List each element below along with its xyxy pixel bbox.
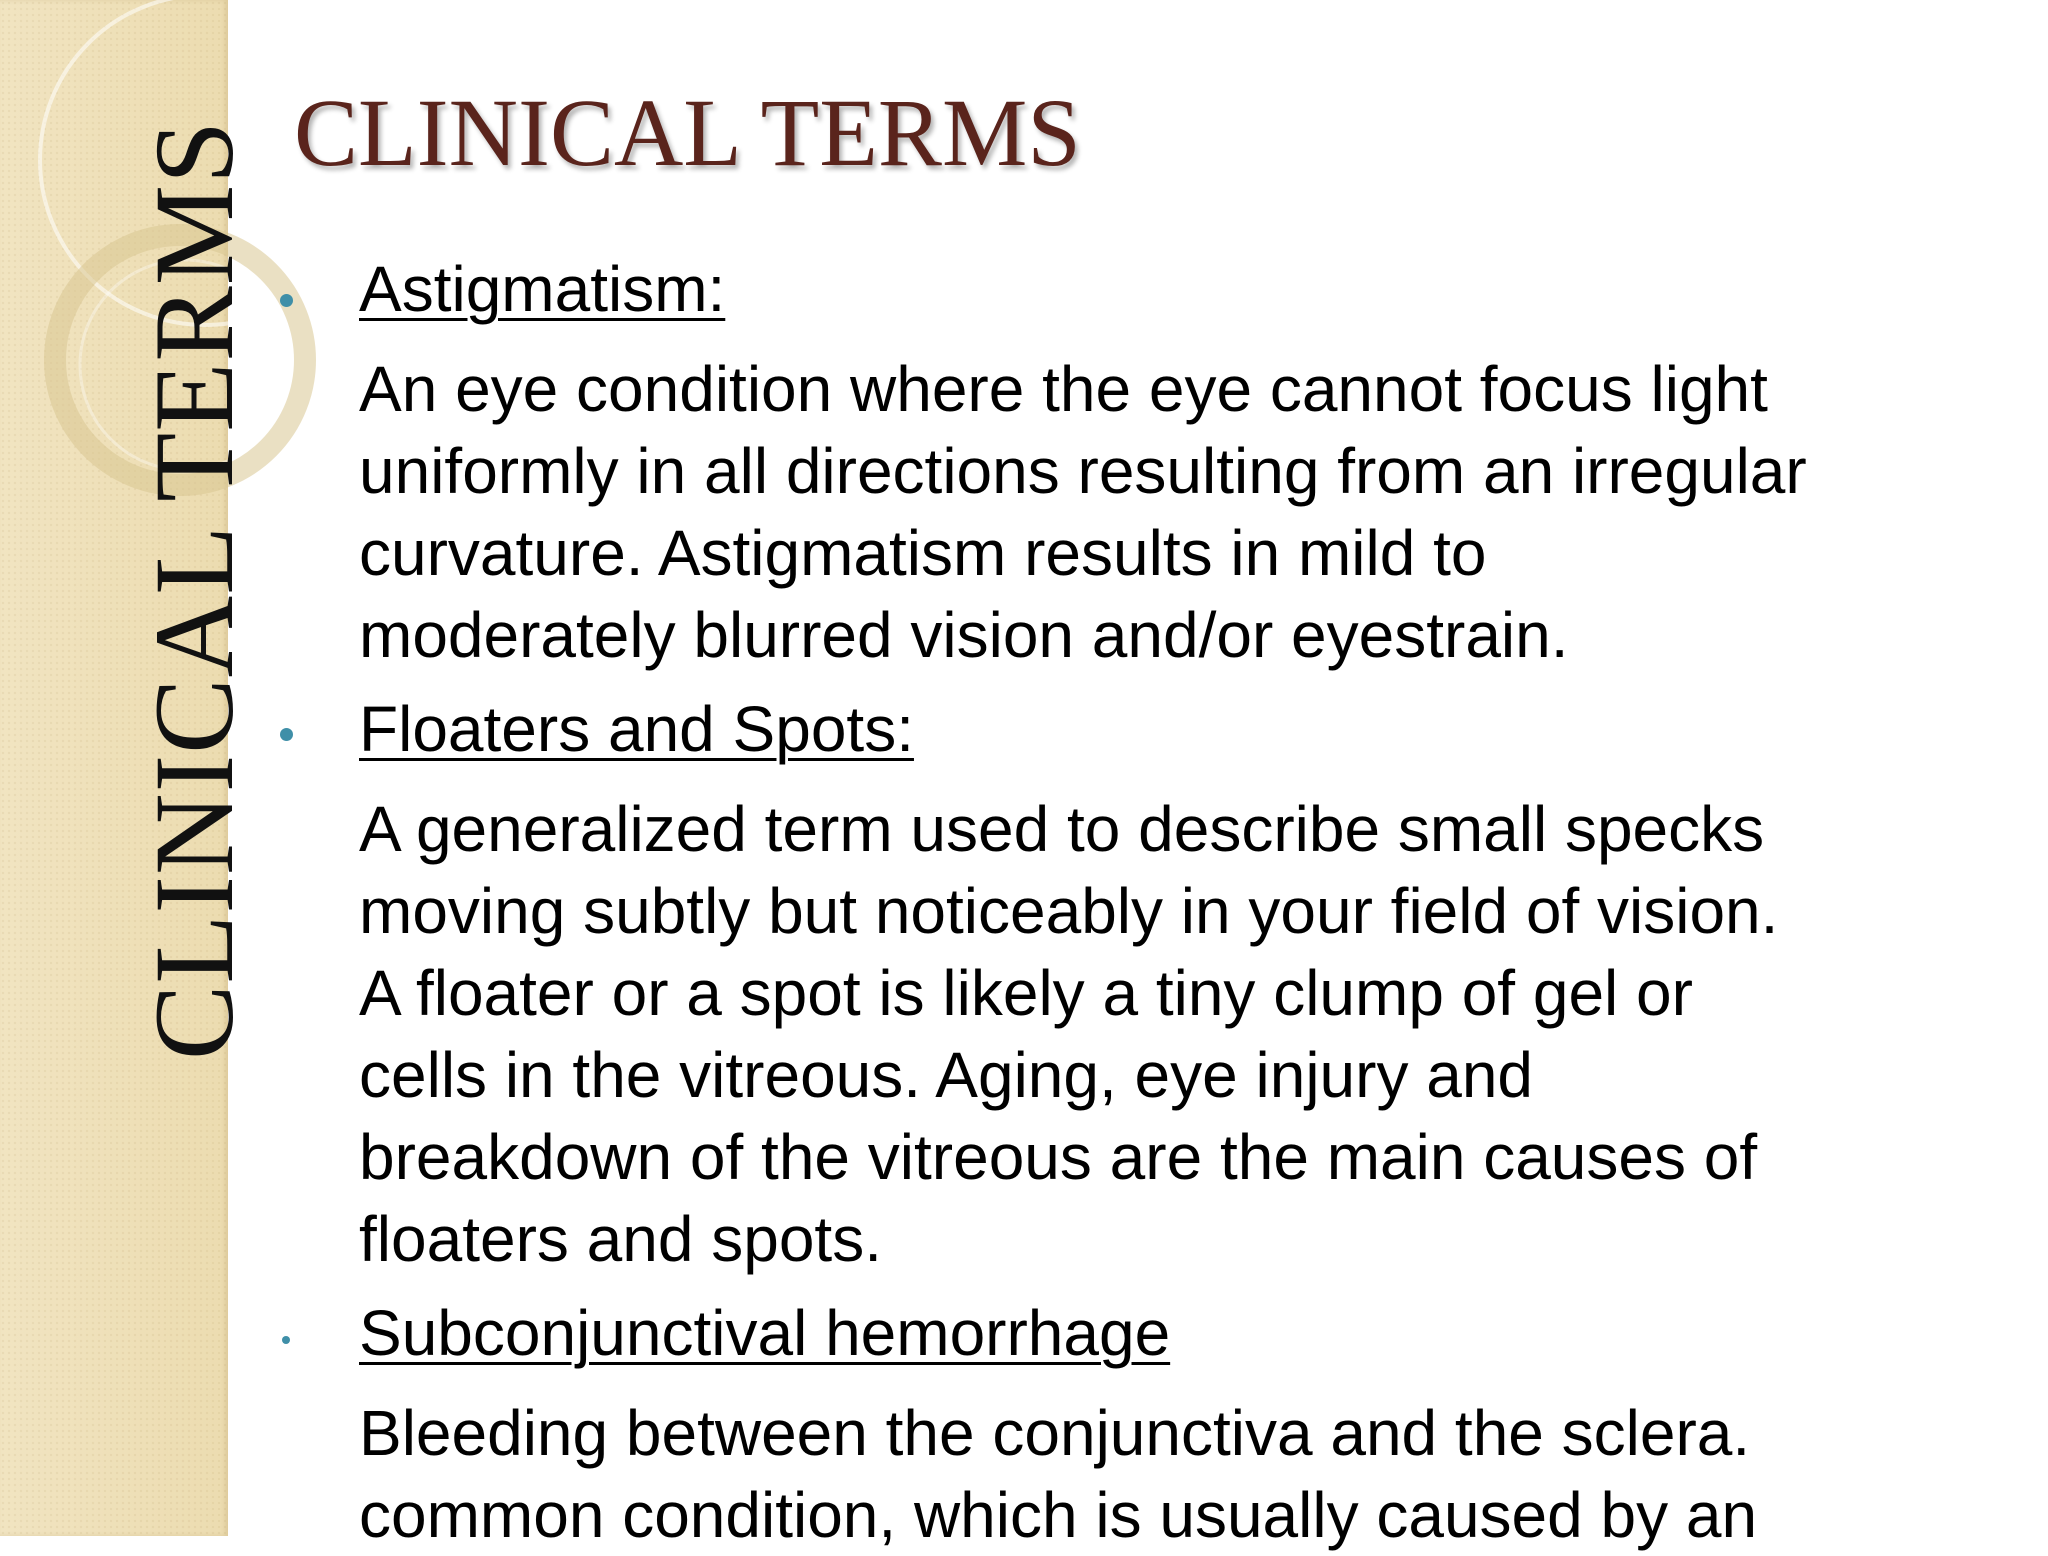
term-heading: Subconjunctival hemorrhage — [359, 1297, 1171, 1369]
term-description: A generalized term used to describe small specks moving subtly but noticeably in your field of vision. A floater or a spot is likely a tiny clump of gel or cells in the vitreous. Aging, eye injury and breakdown of the vitreous are the main causes of floaters and spots. — [359, 793, 1779, 1275]
term-item-floaters — [294, 688, 1994, 1280]
bullet-dot-icon — [280, 294, 293, 307]
content-body — [294, 248, 1994, 1556]
bullet-dot-icon — [282, 1336, 290, 1344]
sidebar-vertical-title: CLINICAL TERMS — [132, 119, 257, 1060]
term-description: Bleeding between the conjunctiva and the sclera. common condition, which is usually caused by an — [359, 1397, 1758, 1551]
term-heading: Astigmatism: — [359, 253, 726, 325]
page-title: CLINICAL TERMS — [294, 79, 1081, 186]
sidebar-panel — [0, 0, 257, 1536]
term-description: An eye condition where the eye cannot focus light uniformly in all directions resulting from an irregular curvature. Astigmatism results in mild to moderately blurred vision and/or eyestrain. — [359, 353, 1807, 671]
term-heading: Floaters and Spots: — [359, 693, 914, 765]
bullet-dot-icon — [280, 728, 293, 741]
term-item-astigmatism — [294, 248, 1994, 676]
term-item-subconjunctival — [294, 1292, 1994, 1556]
